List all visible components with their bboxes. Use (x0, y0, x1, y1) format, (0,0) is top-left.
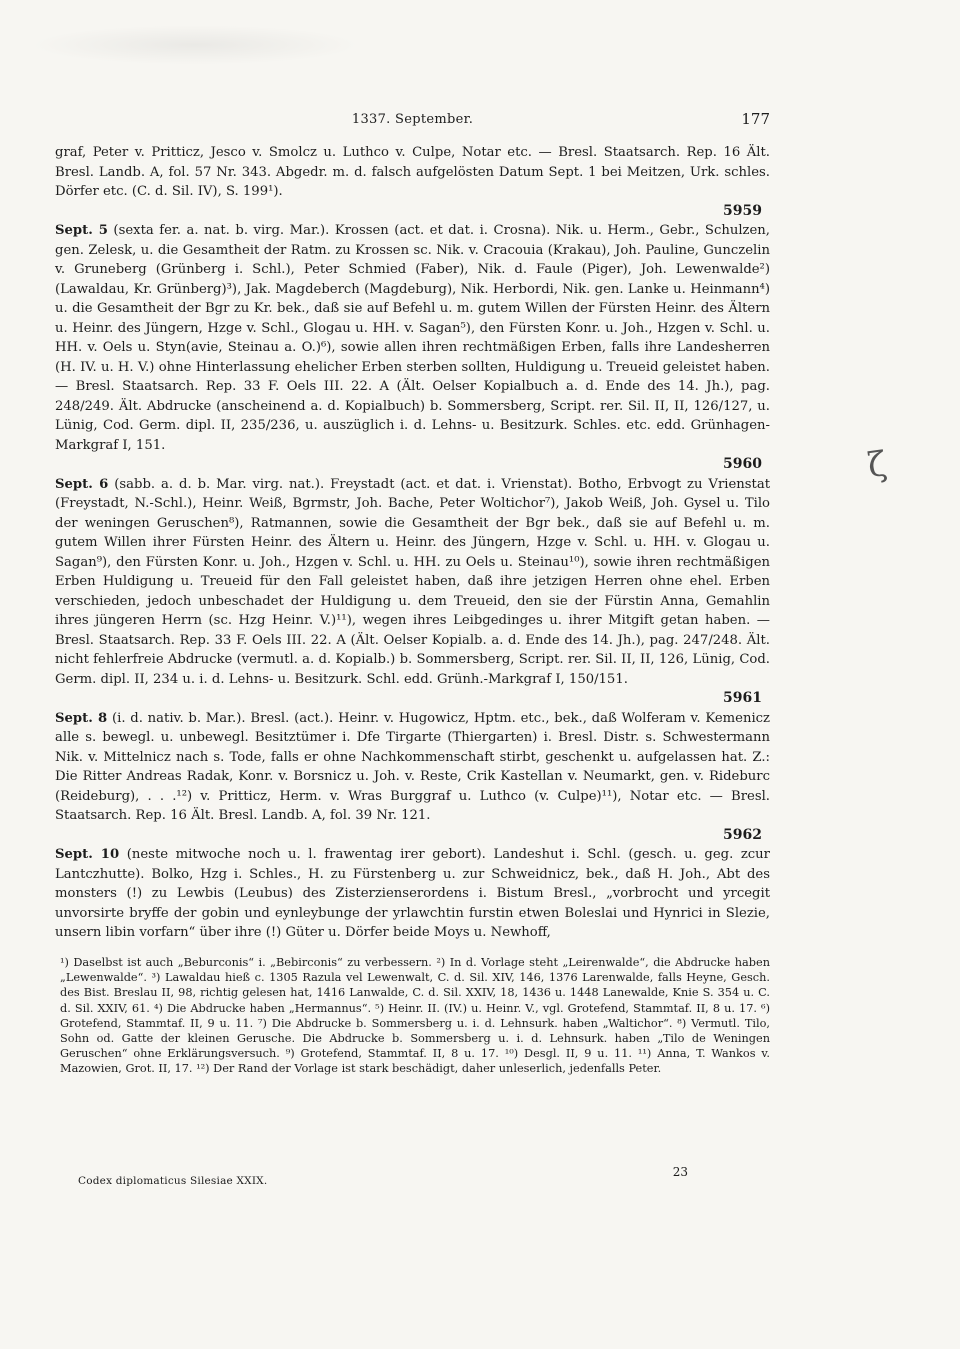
entry-number: 5960 (723, 456, 762, 472)
entry-5961 (55, 475, 770, 709)
entry-5962 (55, 709, 770, 846)
sheet-signature: 23 (672, 1165, 688, 1179)
entry-text: graf, Peter v. Pritticz, Jesco v. Smolcz u. Luthco v. Culpe, Notar etc. — Bresl. Staatsarch. Rep. 16 Ält. Bresl. Landb. A, fol. 57 Nr. 343. Abgedr. m. d. falsch aufgelösten Datum Sept. 1 bei Meitzen, Urk. schles. Dörfer etc. (C. d. Sil. IV), S. 199¹). (55, 145, 770, 199)
margin-annotation: ζ (865, 443, 890, 487)
running-head: 1337. September. (351, 112, 474, 127)
entry-text: (neste mitwoche noch u. l. frawentag irer gebort). Landeshut i. Schl. (gesch. u. geg. zcur Lantczhutte). Bolko, Hzg i. Schles., H. zu Fürstenberg u. zur Schweidnicz, bek., daß H. Joh., Abt des monsters (!) zu Lewbis (Leubus) des Zisterzienserordens i. Bistum Bresl., „vorbrocht und yrcegit unvorsirte bryffe der gobin und eynleybunge der yrlawchtin furstin etwen Boleslai und Hynrici in Slezie, unsern libin vorfarn“ über ihre (!) Güter u. Dörfer beide Moys u. Newhoff, (55, 847, 770, 940)
scan-smudge (30, 25, 360, 65)
entry-text: (i. d. nativ. b. Mar.). Bresl. (act.). Heinr. v. Hugowicz, Hptm. etc., bek., daß Wolferam v. Kemenicz alle s. bewegl. u. unbewegl. Besitztümer i. Dfe Tirgarte (Thiergarten) i. Bresl. Distr. s. Schwestermann Nik. v. Mittelnicz nach s. Tode, falls er ohne Nachkommenschaft stirbt, geschenkt u. aufgelassen hat. Z.: Die Ritter Andreas Radak, Konr. v. Borsnicz u. Joh. v. Reste, Crik Kastellan v. Neumarkt, gen. v. Rideburc (Reideburg), . . .¹²) v. Pritticz, Herm. v. Wras Burggraf u. Luthco (v. Culpe)¹¹), Notar etc. — Bresl. Staatsarch. Rep. 16 Ält. Bresl. Landb. A, fol. 39 Nr. 121. (55, 710, 770, 823)
entry-text: (sabb. a. d. b. Mar. virg. nat.). Freystadt (act. et dat. i. Vrienstat). Botho, Erbvogt zu Vrienstat (Freystadt, N.-Schl.), Heinr. Weiß, Bgrmstr, Joh. Bache, Peter Woltichor⁷), Jakob Weiß, Joh. Gysel u. Tilo der weningen Geruschen⁸), Ratmannen, sowie die Gesamtheit der Bgr bek., daß sie auf Befehl u. m. gutem Willen ihrer Fürsten Heinr. des Ältern u. Heinr. des Jüngern, Hzge v. Schl. u. HH. v. Glogau u. Sagan⁹), den Fürsten Konr. u. Joh., Hzgen v. Schl. u. HH. zu Oels u. Steinau¹⁰), sowie ihren rechtmäßigen Erben Huldigung u. Treueid für den Fall geleistet haben, daß ihre jetzigen Herren ohne ehel. Erben verschieden, jedoch unbeschadet der Huldigung u. dem Treueid, den sie der Fürstin Anna, Gemahlin ihres jüngeren Herrn (sc. Hzg Heinr. V.)¹¹), wegen ihres Leibgedinges u. ihrer Mitgift getan haben. — Bresl. Staatsarch. Rep. 33 F. Oels III. 22. A (Ält. Oelser Kopialb. a. d. Ende des 14. Jh.), pag. 247/248. Ält. nicht fehlerfreie Abdrucke (vermutl. a. d. Kopialb.) b. Sommersberg, Script. rer. Sil. II, II, 126, Lünig, Cod. Germ. dipl. II, 234 u. i. d. Lehns- u. Besitzurk. Schl. edd. Grünh.-Markgraf I, 150/151. (55, 476, 770, 687)
entry-sept-10 (55, 845, 770, 943)
entry-number: 5961 (723, 690, 762, 706)
entry-5959 (55, 143, 770, 221)
entry-date: Sept. 8 (55, 710, 108, 726)
entry-date: Sept. 10 (55, 847, 120, 862)
entry-number: 5962 (723, 826, 762, 843)
footnote-text: ¹) Daselbst ist auch „Beburconis“ i. „Bebirconis“ zu verbessern. ²) In d. Vorlage steht „Leirenwalde“, die Abdrucke haben „Lewenwalde“. ³) Lawaldau hieß c. 1305 Razula vel Lewenwalt, C. d. Sil. XIV, 146, 1376 Larenwalde, falls Heyne, Gesch. des Bist. Breslau II, 98, richtig gelesen hat, 1416 Lanwalde, C. d. Sil. XXIV, 18, 1436 u. 1448 Lanewalde, Knie S. 354 u. C. d. Sil. XXIV, 61. ⁴) Die Abdrucke haben „Hermannus“. ⁵) Heinr. II. (IV.) u. Heinr. V., vgl. Grotefend, Stammtaf. II, 8 u. 17. ⁶) Grotefend, Stammtaf. II, 9 u. 11. ⁷) Die Abdrucke b. Sommersberg u. i. d. Lehnsurk. haben „Waltichor“. ⁸) Vermutl. Tilo, Sohn od. Gatte der kleinen Gerusche. Die Abdrucke b. Sommersberg u. i. d. Lehnsurk. haben „Tilo de Weningen Geruschen“ ohne Erklärungsversuch. ⁹) Grotefend, Stammtaf. II, 8 u. 17. ¹⁰) Desgl. II, 9 u. 11. ¹¹) Anna, T. Wankos v. Mazowien, Grot. II, 17. ¹²) Der Rand der Vorlage ist stark beschädigt, daher unleserlich, jedenfalls Peter. (60, 956, 770, 1076)
page-header (55, 112, 770, 132)
entry-date: Sept. 5 (55, 223, 108, 238)
entry-date: Sept. 6 (55, 476, 109, 492)
entry-5960 (55, 221, 770, 475)
footnotes (60, 955, 770, 1077)
document-body (55, 143, 770, 943)
entry-text: (sexta fer. a. nat. b. virg. Mar.). Krossen (act. et dat. i. Crosna). Nik. u. Herm., Gebr., Schulzen, gen. Zelesk, u. die Gesamtheit der Ratm. zu Krossen sc. Nik. v. Cracouia (Krakau), Joh. Pauline, Gunczelin v. Gruneberg (Grünberg i. Schl.), Peter Schmied (Faber), Nik. d. Faule (Piger), Joh. Lewenwalde²) (Lawaldau, Kr. Grünberg)³), Jak. Magdeberch (Magdeburg), Nik. Herbordi, Nik. gen. Lanke u. Heinmann⁴) u. die Gesamtheit der Bgr zu Kr. bek., daß sie auf Befehl u. m. gutem Willen der Fürsten Heinr. des Ältern u. Heinr. des Jüngern, Hzge v. Schl., Glogau u. HH. v. Sagan⁵), den Fürsten Konr. u. Joh., Hzgen v. Schl. u. HH. v. Oels u. Styn(avie, Steinau a. O.)⁶), sowie allen ihren rechtmäßigen Erben, falls ihre Landesherren (H. IV. u. H. V.) ohne Hinterlassung ehelicher Erben sterben sollten, Huldigung u. Treueid geleistet haben. — Bresl. Staatsarch. Rep. 33 F. Oels III. 22. A (Ält. Oelser Kopialbuch a. d. Ende des 14. Jh.), pag. 248/249. Ält. Abdrucke (anscheinend a. d. Kopialbuch) b. Sommersberg, Script. rer. Sil. II, II, 126/127, u. Lünig, Cod. Germ. dipl. II, 235/236, u. auszüglich i. d. Lehns- u. Besitzurk. Schles. etc. edd. Grünhagen-Markgraf I, 151. (55, 223, 770, 453)
page-footer (78, 1165, 688, 1187)
series-title: Codex diplomaticus Silesiae XXIX. (78, 1175, 268, 1187)
page-number: 177 (741, 110, 770, 128)
entry-number: 5959 (723, 202, 762, 219)
